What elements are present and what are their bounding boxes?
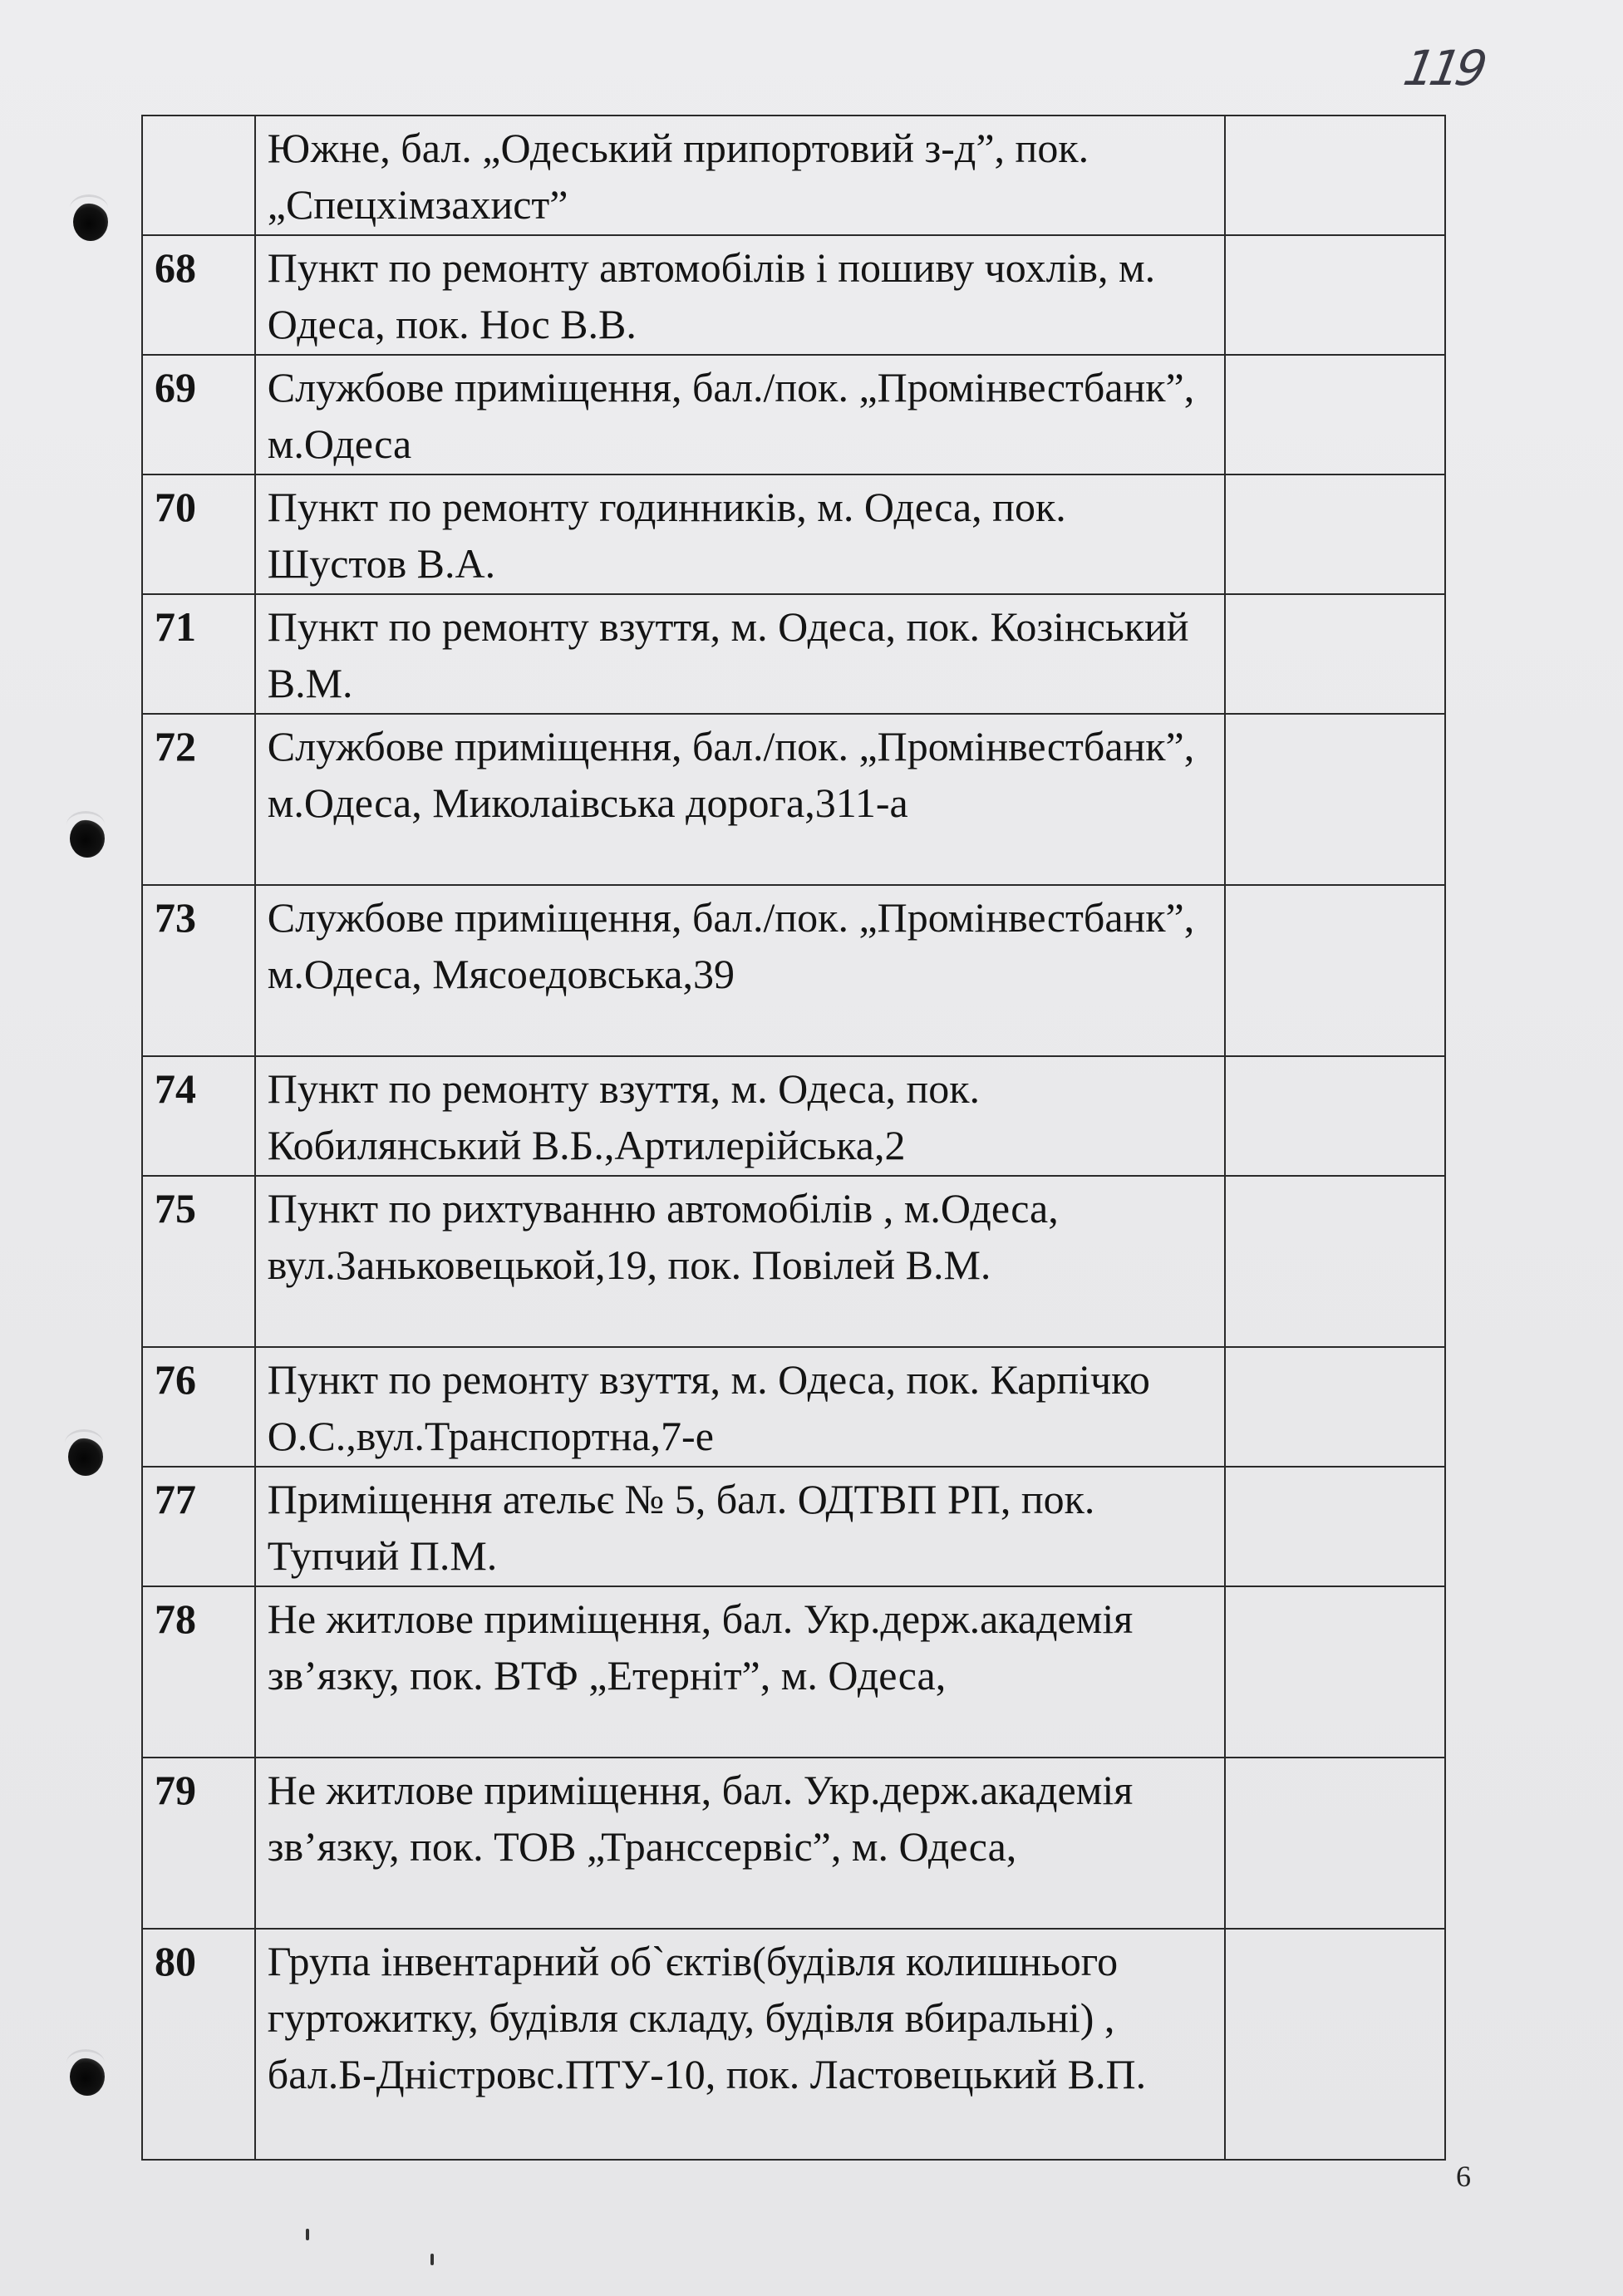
table-row (142, 594, 1445, 714)
punch-hole (68, 1438, 103, 1476)
row-number: 79 (142, 1758, 255, 1929)
empty-cell (1225, 714, 1445, 885)
row-number: 77 (142, 1467, 255, 1586)
empty-cell (1225, 1347, 1445, 1467)
table-row (142, 355, 1445, 474)
premises-description: Пункт по рихтуванню автомобілів , м.Одеса, вул.Заньковецькой,19, пок. Повілей В.М. (255, 1176, 1225, 1347)
table-row (142, 1929, 1445, 2160)
premises-description: Пункт по ремонту годинників, м. Одеса, пок. Шустов В.А. (255, 474, 1225, 594)
premises-description: Приміщення ательє № 5, бал. ОДТВП РП, пок. Тупчий П.М. (255, 1467, 1225, 1586)
page-number: 6 (1456, 2160, 1471, 2193)
scan-speck (430, 2254, 434, 2265)
table-row (142, 1056, 1445, 1176)
premises-description: Пункт по ремонту автомобілів і пошиву чохлів, м. Одеса, пок. Нос В.В. (255, 235, 1225, 355)
row-number: 71 (142, 594, 255, 714)
scan-speck (306, 2229, 309, 2240)
table-row (142, 1586, 1445, 1758)
empty-cell (1225, 885, 1445, 1056)
premises-description: Службове приміщення, бал./пок. „Промінвестбанк”, м.Одеса, Миколаівська дорога,311-а (255, 714, 1225, 885)
table-row (142, 885, 1445, 1056)
row-number: 74 (142, 1056, 255, 1176)
table-row (142, 1467, 1445, 1586)
empty-cell (1225, 1056, 1445, 1176)
punch-hole (70, 2058, 105, 2096)
empty-cell (1225, 594, 1445, 714)
empty-cell (1225, 1176, 1445, 1347)
row-number: 73 (142, 885, 255, 1056)
table-row (142, 714, 1445, 885)
punch-hole (70, 819, 105, 858)
row-number: 69 (142, 355, 255, 474)
table-row (142, 1347, 1445, 1467)
table-row (142, 474, 1445, 594)
premises-description: Пункт по ремонту взуття, м. Одеса, пок. Карпічко О.С.,вул.Транспортна,7-е (255, 1347, 1225, 1467)
table-row (142, 1758, 1445, 1929)
empty-cell (1225, 1467, 1445, 1586)
punch-hole (73, 203, 108, 241)
row-number (142, 116, 255, 235)
archive-sheet-number: 119 (1399, 40, 1487, 96)
row-number: 78 (142, 1586, 255, 1758)
premises-description: Не житлове приміщення, бал. Укр.держ.академія зв’язку, пок. ВТФ „Етерніт”, м. Одеса, (255, 1586, 1225, 1758)
premises-description: Службове приміщення, бал./пок. „Промінвестбанк”, м.Одеса, Мясоедовська,39 (255, 885, 1225, 1056)
row-number: 75 (142, 1176, 255, 1347)
premises-description: Южне, бал. „Одеський припортовий з-д”, пок. „Спецхімзахист” (255, 116, 1225, 235)
row-number: 76 (142, 1347, 255, 1467)
table-row (142, 235, 1445, 355)
empty-cell (1225, 235, 1445, 355)
premises-description: Службове приміщення, бал./пок. „Промінвестбанк”, м.Одеса (255, 355, 1225, 474)
premises-description: Не житлове приміщення, бал. Укр.держ.академія зв’язку, пок. ТОВ „Транссервіс”, м. Одеса, (255, 1758, 1225, 1929)
empty-cell (1225, 1586, 1445, 1758)
row-number: 80 (142, 1929, 255, 2160)
table-row (142, 1176, 1445, 1347)
empty-cell (1225, 355, 1445, 474)
empty-cell (1225, 1929, 1445, 2160)
row-number: 70 (142, 474, 255, 594)
premises-table (141, 115, 1446, 2161)
row-number: 68 (142, 235, 255, 355)
premises-description: Пункт по ремонту взуття, м. Одеса, пок. Козінський В.М. (255, 594, 1225, 714)
empty-cell (1225, 474, 1445, 594)
table-row (142, 116, 1445, 235)
empty-cell (1225, 1758, 1445, 1929)
premises-description: Пункт по ремонту взуття, м. Одеса, пок. Кобилянський В.Б.,Артилерійська,2 (255, 1056, 1225, 1176)
empty-cell (1225, 116, 1445, 235)
row-number: 72 (142, 714, 255, 885)
premises-description: Група інвентарний об`єктів(будівля колишнього гуртожитку, будівля складу, будівля вбиральні) , бал.Б-Дністровс.ПТУ-10, пок. Ластовецький В.П. (255, 1929, 1225, 2160)
